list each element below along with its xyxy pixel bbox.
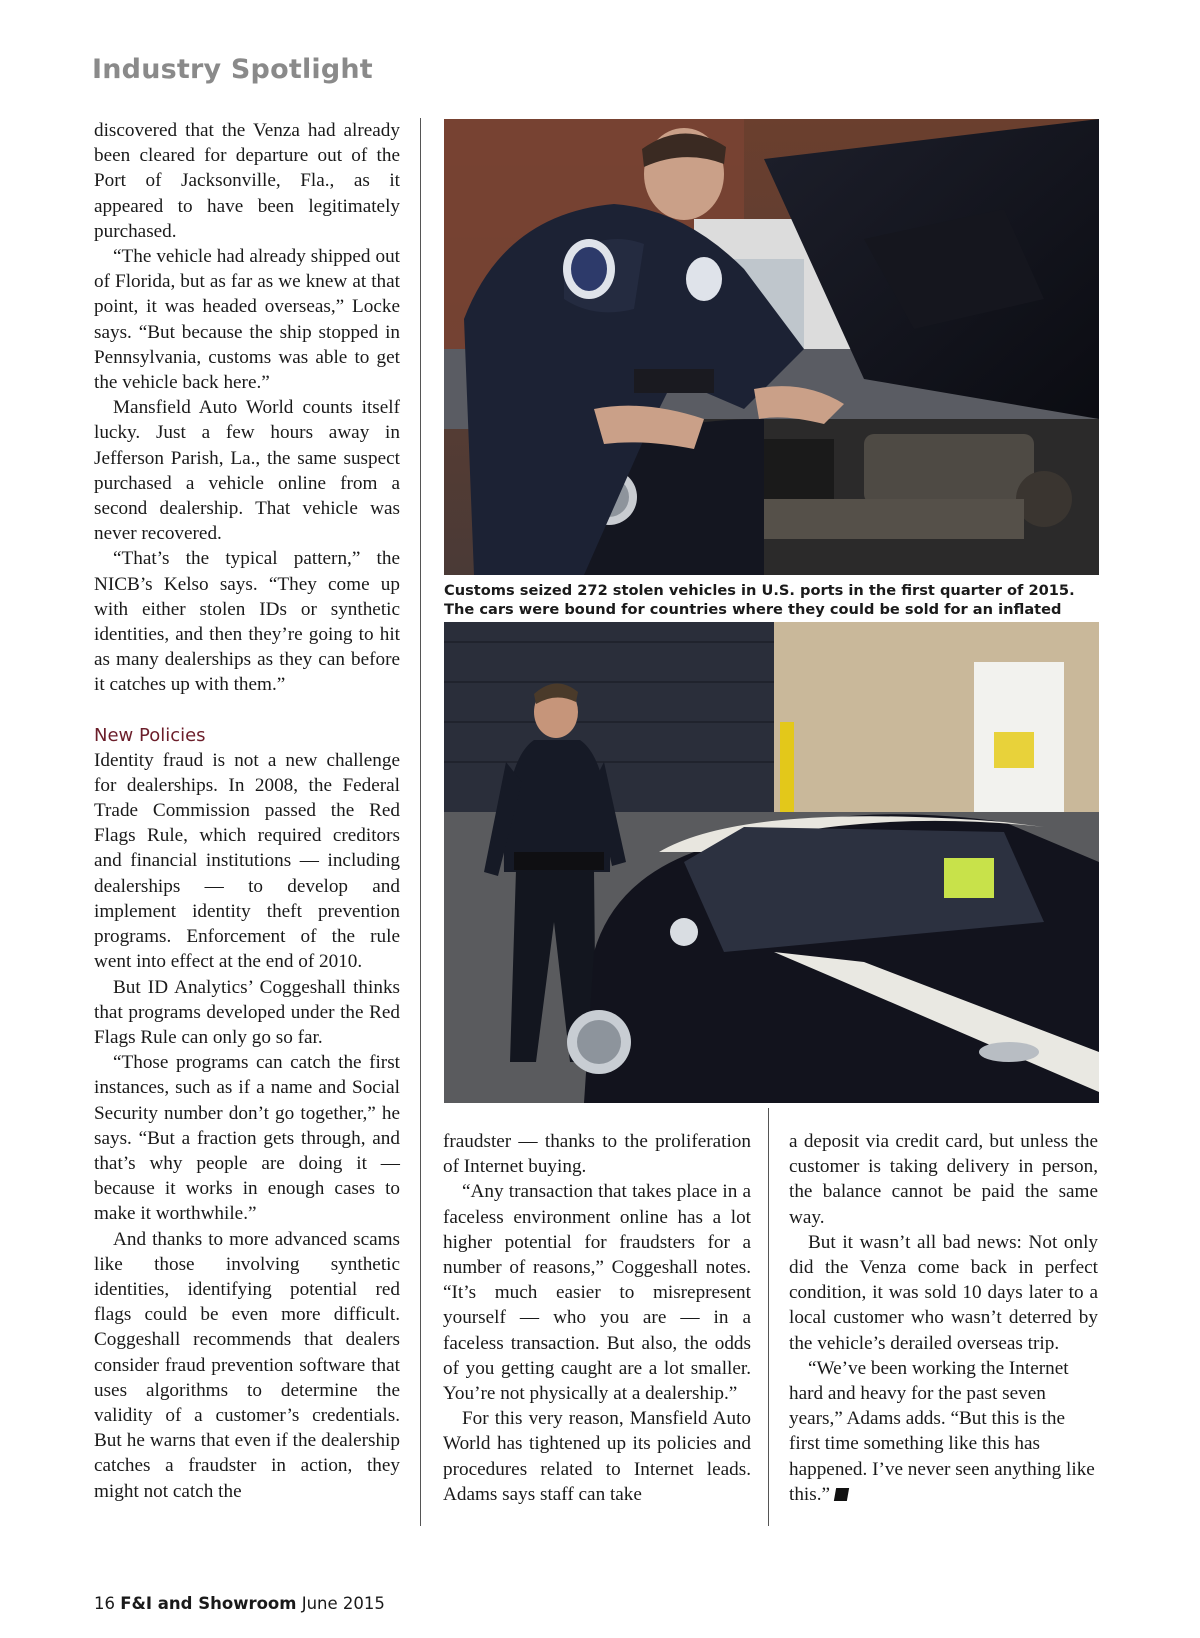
final-text: “We’ve been working the Internet hard and heavy for the past seven years,” Adams adds. “But this is the first time something like this has happened. I’ve never seen anything like this.” [789, 1357, 1095, 1505]
paragraph: “Any transaction that takes place in a faceless environment online has a lot higher potential for fraudsters for a number of reasons,” Coggeshall notes. “It’s much easier to misrepresent yourself — who you are — in a faceless transaction. But also, the odds of you getting caught are a lot smaller. You’re not physically at a dealership.” [443, 1181, 751, 1405]
column-rule [420, 118, 421, 1526]
subhead-new-policies: New Policies [94, 724, 206, 746]
article-column-2 [443, 1129, 751, 1507]
paragraph: Mansfield Auto World counts itself lucky. Just a few hours away in Jefferson Parish, La., the same suspect purchased a vehicle online from a second dealership. That vehicle was never recovered. [94, 397, 400, 545]
photo-officer-inspecting-engine [444, 119, 1099, 575]
paragraph: And thanks to more advanced scams like those involving synthetic identities, identifying potential red flags could be even more difficult. Coggeshall recommends that dealers consider fraud prevention software that uses algorithms to determine the validity of a customer’s credentials. But he warns that even if the dealership catches a fraudster in action, they might not catch the [94, 1228, 400, 1502]
issue-date: June 2015 [301, 1594, 385, 1613]
paragraph: a deposit via credit card, but unless the customer is taking delivery in person, the balance cannot be paid the same way. [789, 1131, 1098, 1228]
photo-officer-with-mini [444, 622, 1099, 1103]
paragraph: But ID Analytics’ Coggeshall thinks that programs developed under the Red Flags Rule can only go so far. [94, 976, 400, 1048]
paragraph-final [789, 1356, 1098, 1507]
end-of-article-icon [834, 1488, 849, 1501]
paragraph: Identity fraud is not a new challenge for dealerships. In 2008, the Federal Trade Commission passed the Red Flags Rule, which required creditors and financial institutions — including dealerships — to develop and implement identity theft prevention programs. Enforcement of the rule went into effect at the end of 2010. [94, 749, 400, 973]
column-rule [768, 1108, 769, 1526]
paragraph: “The vehicle had already shipped out of Florida, but as far as we knew at that point, it was headed overseas,” Locke says. “But because the ship stopped in Pennsylvania, customs was able to get the vehicle back here.” [94, 246, 400, 394]
page-footer [94, 1594, 385, 1613]
paragraph: discovered that the Venza had already been cleared for departure out of the Port of Jacksonville, Fla., as it appeared to have been legitimately purchased. [94, 120, 400, 242]
paragraph: “Those programs can catch the first instances, such as if a name and Social Security number don’t go together,” he says. “But a fraction gets through, and that’s why people are doing it — because it works in enough cases to make it worthwhile.” [94, 1052, 400, 1225]
publication-name: F&I and Showroom [120, 1594, 297, 1613]
paragraph: “That’s the typical pattern,” the NICB’s Kelso says. “They come up with either stolen IDs or synthetic identities, and then they’re going to hit as many dealerships as they can before it catches up with them.” [94, 548, 400, 696]
section-title: Industry Spotlight [92, 54, 373, 85]
paragraph: For this very reason, Mansfield Auto World has tightened up its policies and procedures related to Internet leads. Adams says staff can take [443, 1408, 751, 1505]
article-column-1 [94, 118, 400, 1504]
paragraph: But it wasn’t all bad news: Not only did the Venza come back in perfect condition, it was sold 10 days later to a local customer who wasn’t deterred by the vehicle’s derailed overseas trip. [789, 1231, 1098, 1354]
photo-caption: Customs seized 272 stolen vehicles in U.S. ports in the first quarter of 2015. The cars were bound for countries where they could be sold for an inflated [444, 582, 1075, 618]
paragraph: fraudster — thanks to the proliferation of Internet buying. [443, 1131, 751, 1178]
page-number: 16 [94, 1594, 115, 1613]
article-column-3 [789, 1129, 1098, 1507]
